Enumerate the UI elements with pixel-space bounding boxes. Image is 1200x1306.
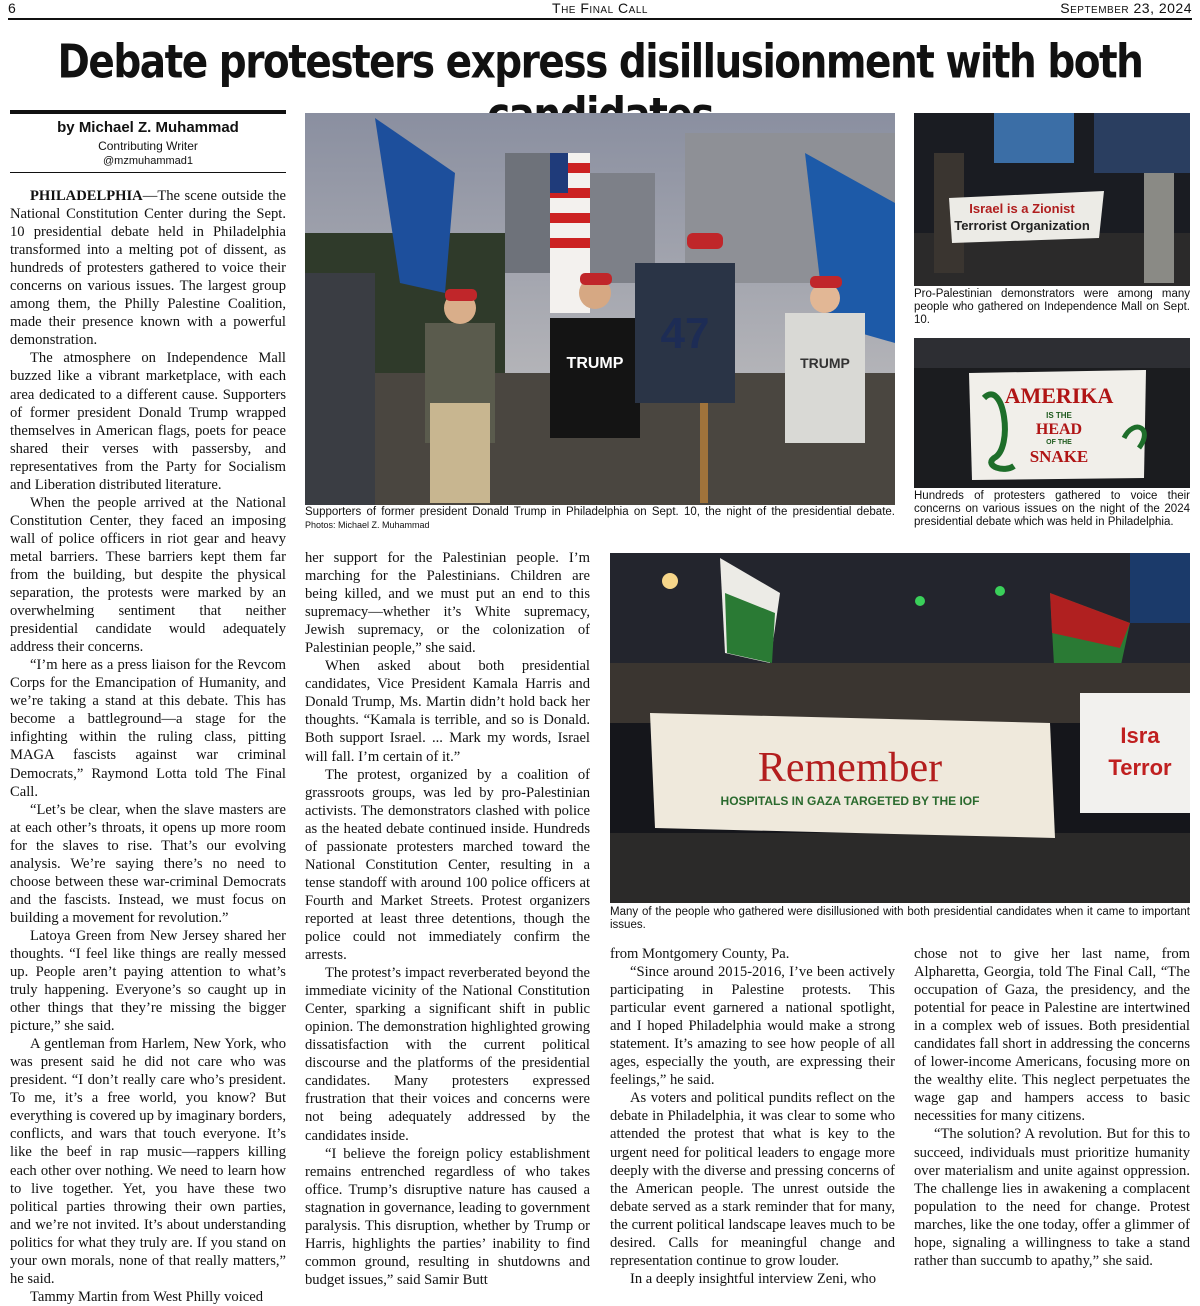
page-number: 6 — [8, 0, 16, 16]
paragraph: “I’m here as a press liaison for the Revcom Corps for the Emancipation of Humanity, and we’re taking a stand at this debate. This has become a battleground—a stage for the infighting within the ruling class, pitting MAGA fascists against war criminal Democrats,” Raymond Lotta told The Final Call. — [10, 657, 286, 800]
photo-credit: Photos: Michael Z. Muhammad — [305, 520, 430, 530]
caption-text: Supporters of former president Donald Trump in Philadelphia on Sept. 10, the night of the presidential debate. — [305, 506, 895, 518]
caption-top-right: Pro-Palestinian demonstrators were among many people who gathered on Independence Mall on Sept. 10. — [914, 288, 1190, 326]
page-header — [8, 0, 1192, 20]
headline: Debate protesters express disillusionment with both — [57, 36, 1143, 90]
author-role: Contributing Writer — [98, 139, 198, 153]
caption-bottom: Many of the people who gathered were disillusioned with both presidential candidates when it came to important issues. — [610, 906, 1190, 931]
paragraph: “The solution? A revolution. But for this to succeed, individuals must prioritize humanity over materialism and unite against oppression. The challenge lies in awakening a complacent population to the need for change. Protest marches, like the one today, offer a glimmer of hope, signaling a willingness to take a stand rather than succumb to apathy,” she said. — [914, 1126, 1190, 1269]
photo-zionist-banner — [914, 113, 1190, 286]
photo-trump-supporters — [305, 113, 895, 505]
banner-line-1: Israel is a Zionist — [969, 201, 1075, 216]
side-sign-line-2: Terror — [1108, 755, 1172, 780]
paragraph: When the people arrived at the National Constitution Center, they faced an imposing wall of police officers in riot gear and heavy metal barriers. These barriers kept them far from the building, but despite the physical separation, the protests were marked by an overwhelming sentiment that neither presidential candidate would adequately address their concerns. — [10, 494, 286, 656]
paragraph: “Let’s be clear, when the slave masters are at each other’s throats, it opens up more room for the slaves to rise. That’s our evolving analysis. We’re saying there’s no need to choose between these war-criminal Democrats and the fascists. Instead, we must focus on building a movement for revolution.” — [10, 801, 286, 926]
photo-snake-banner — [914, 338, 1190, 488]
shirt-text-1: TRUMP — [566, 355, 624, 372]
banner-is-the: IS THE — [1046, 411, 1072, 420]
banner-amerika: AMERIKA — [1004, 383, 1114, 408]
paragraph: “Since around 2015-2016, I’ve been actively participating in Palestine protests. This particular event garnered a national spotlight, and I hoped Philadelphia would make a strong statement. It’s amazing to see how people of all ages, especially the youth, are expressing their feelings,” he said. — [610, 964, 895, 1089]
shirt-number: 47 — [660, 309, 710, 358]
banner-remember: Remember — [757, 745, 943, 791]
photo-remember-banner — [610, 553, 1190, 903]
paragraph: from Montgomery County, Pa. — [610, 946, 790, 962]
paragraph: The protest’s impact reverberated beyond the immediate vicinity of the National Constitution Center, sparking a significant shift in public opinion. The demonstration highlighted growing dissatisfaction with the current political discourse and the platforms of the presidential candidates. Many protesters expressed frustration that their voices and concerns were not being adequately addressed by the candidates inside. — [305, 965, 590, 1144]
paragraph: The atmosphere on Independence Mall buzzed like a vibrant marketplace, with each area dedicated to a different cause. Supporters of former president Donald Trump wrapped themselves in American flags, poets for peace shared their verses with passersby, and representatives from the Party for Socialism and Liberation distributed literature. — [10, 350, 286, 493]
author-handle: @mzmuhammad1 — [102, 155, 194, 167]
article-column-2 — [305, 549, 590, 1289]
paragraph: In a deeply insightful interview Zeni, who — [630, 1270, 877, 1287]
article-column-3 — [610, 945, 895, 1290]
article-column-4 — [914, 945, 1190, 1290]
paragraph: The protest, organized by a coalition of grassroots groups, was led by pro-Palestinian activists. The demonstrators clashed with police as the heated debate continued inside. Hundreds of passionate protesters marched toward the National Constitution Center, resulting in a tense standoff with around 100 police officers at Fourth and Market Streets. Protest organizers reported at least three detentions, though the police could not immediately confirm the arrests. — [305, 766, 590, 964]
banner-head: HEAD — [1035, 421, 1083, 438]
author: by Michael Z. Muhammad — [57, 119, 239, 136]
paragraph: —The scene outside the National Constitution Center during the Sept. 10 presidential debate held in Philadelphia transformed into a melting pot of dissent, as hundreds of protesters gathered to voice their concerns on various issues. The largest group among them, the Philly Palestine Coalition, made their presence known with a powerful demonstration. — [10, 188, 286, 349]
banner-snake: SNAKE — [1029, 447, 1089, 466]
paragraph: “I believe the foreign policy establishment remains entrenched regardless of who takes office. Trump’s disruptive nature has caused a stagnation in governance, leading to government paralysis. This disruption, whether by Trump or Harris, highlights the parties’ inability to find common ground, resulting in shutdowns and budget issues,” said Samir Butt — [305, 1145, 590, 1288]
byline — [10, 110, 286, 173]
publication-name: The Final Call — [552, 0, 648, 16]
banner-line-2: Terrorist Organization — [954, 218, 1090, 233]
caption-mid-right: Hundreds of protesters gathered to voice their concerns on various issues on the night of the 2024 presidential debate which was held in Philadelphia. — [914, 490, 1190, 528]
paragraph: A gentleman from Harlem, New York, who was present said he did not care who was president. “I don’t really care who’s president. To me, it’s a free world, you know? But everything is covered up by imaginary borders, conflicts, and wars that touch everyone. It’s like the beef in rap music—rappers killing each other over nothing. We need to learn how to live together. Yet, you have these two political parties throwing their own parties, and we’re not invited. It’s about understanding politics for what they truly are. If you stand on your own morals, none of that really matters,” he said. — [10, 1036, 286, 1287]
paragraph: chose not to give her last name, from Alpharetta, Georgia, told The Final Call, “The occupation of Gaza, the presidency, and the potential for peace in Palestine are intertwined in a complex web of issues. Both presidential candidates fall short in addressing the concerns of lower-income Americans, focusing more on the wealthy elite. This neglect perpetuates the wage gap and hampers access to basic necessities for many citizens. — [914, 946, 1190, 1125]
article-column-1 — [10, 187, 286, 1305]
banner-hospitals: HOSPITALS IN GAZA TARGETED BY THE IOF — [720, 794, 980, 808]
shirt-text-2: TRUMP — [800, 355, 850, 371]
paragraph: As voters and political pundits reflect on the debate in Philadelphia, it was clear to some who attended the protest that what is key to the urgent need for political leaders to engage more deeply with the diverse and pressing concerns of the American people. The unrest outside the debate served as a stark reminder that for many, the current political landscape leaves much to be desired. Calls for meaningful change and representation continue to grow louder. — [610, 1090, 895, 1269]
paragraph: her support for the Palestinian people. I’m marching for the Palestinians. Children are being killed, and we must put an end to this supremacy—whether it’s White supremacy, Jewish supremacy, or the colonization of Palestinian people,” she said. — [305, 550, 590, 657]
banner-of-the: OF THE — [1046, 439, 1072, 446]
paragraph: Latoya Green from New Jersey shared her thoughts. “I feel like things are really messed up. People aren’t paying attention to what’s truly happening. Everyone’s so caught up in other things that they’re missing the bigger picture,” she said. — [10, 927, 286, 1035]
issue-date: September 23, 2024 — [1060, 0, 1192, 16]
side-sign-line-1: Isra — [1120, 723, 1160, 748]
caption-main — [305, 506, 895, 532]
dateline: PHILADELPHIA — [30, 188, 143, 204]
paragraph: Tammy Martin from West Philly voiced — [30, 1288, 264, 1305]
paragraph: When asked about both presidential candidates, Vice President Kamala Harris and Donald Trump, Ms. Martin didn’t hold back her thoughts. “Kamala is terrible, and so is Donald. Both support Israel. ... Mark my words, Israel will fall. I’m certain of it.” — [305, 658, 590, 765]
